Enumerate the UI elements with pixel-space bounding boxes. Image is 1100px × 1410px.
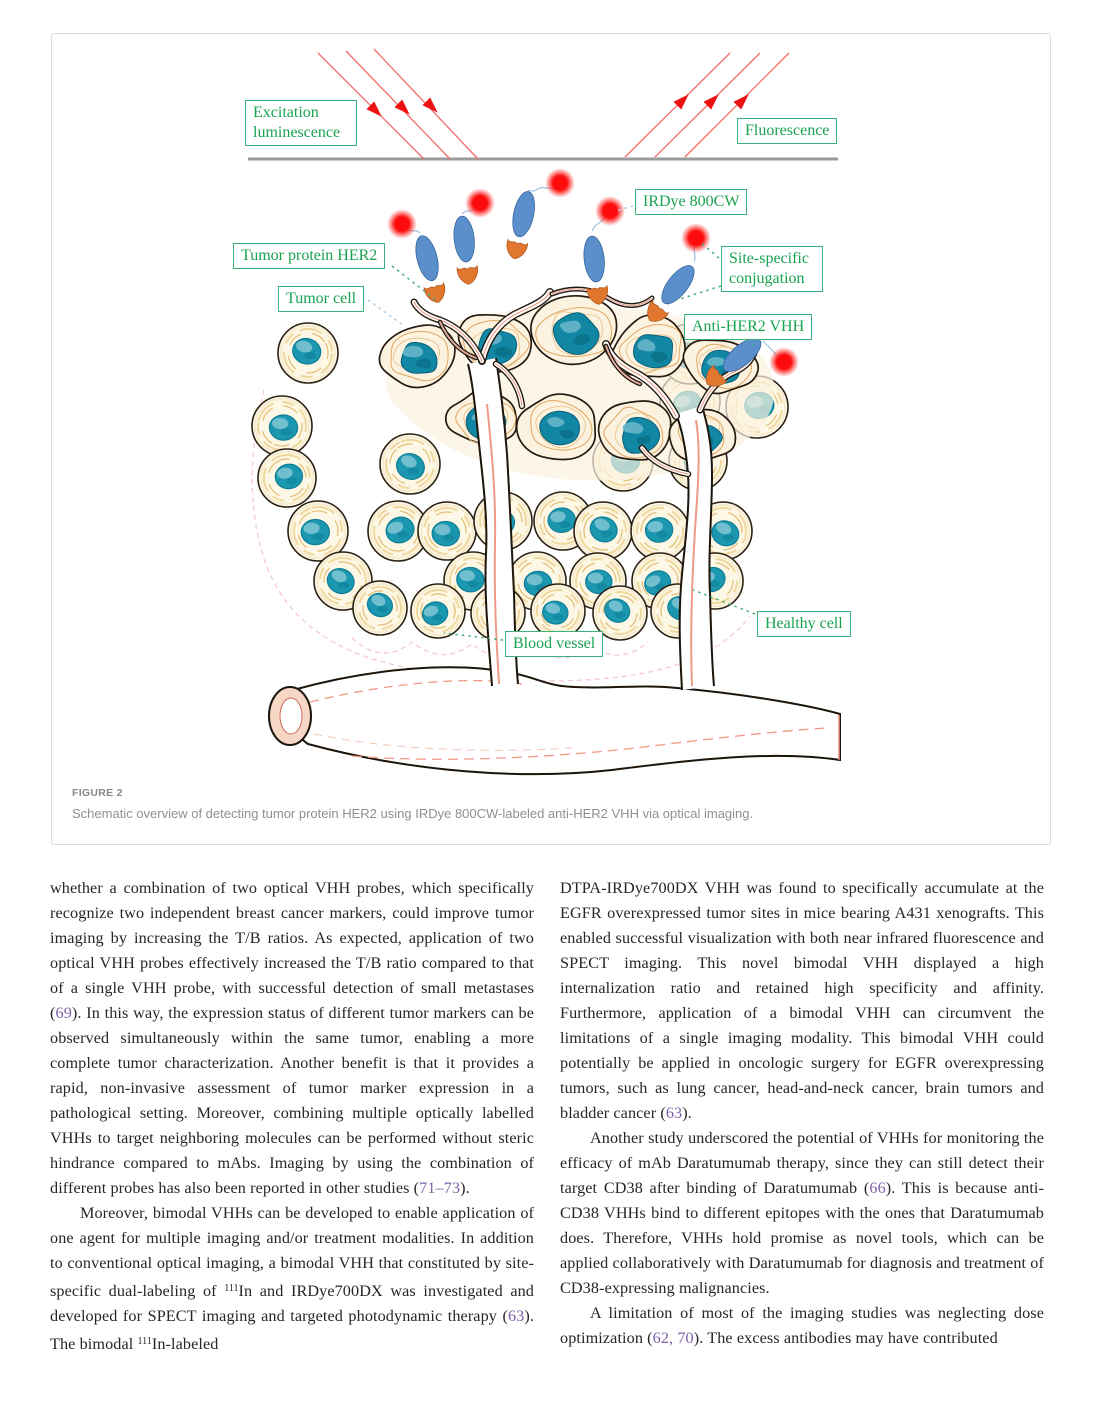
irdye-dot-icon [681,223,711,253]
text-column-left [50,876,534,1357]
healthy-cell-shape [531,584,585,638]
text-segment: ). The bimodal [50,1307,534,1354]
text-segment: A limitation of most of the imaging studies was neglecting dose optimization ( [560,1304,1044,1347]
article-body [50,876,1044,1357]
anti-her2-vhh-probe [412,233,448,304]
text-segment: whether a combination of two optical VHH probes, which specifically recognize two independent breast cancer markers, could improve tumor imaging by increasing the T/B ratios. As expected, application of two optical VHH probes effectively increased the T/B ratio compared to that of a single VHH probe, with successful detection of small metastases ( [50,879,534,1022]
text-segment: ). This is because anti-CD38 VHHs bind to different epitopes with the ones that Daratumumab does. Therefore, VHHs hold promise as novel tools, which can be applied collaboratively with Daratumumab for diagnosis and treatment of CD38-expressing malignancies. [560,1179,1045,1297]
label-site-specific-conjugation: Site-specific conjugation [721,246,823,292]
healthy-cell-shape [257,448,318,509]
label-blood-vessel: Blood vessel [505,631,603,657]
fluorescence-arrowheads [673,90,752,109]
superscript: 111 [224,1283,239,1294]
figure-caption: Schematic overview of detecting tumor protein HER2 using IRDye 800CW-labeled anti-HER2 VHH via optical imaging. [72,806,754,821]
text-segment: In-labeled [151,1335,219,1354]
tumor-cell-shape [599,401,671,460]
figure-panel [51,33,1051,845]
reference-link[interactable]: 66 [869,1179,886,1197]
text-segment: Another study underscored the potential of VHHs for monitoring the efficacy of mAb Daratumumab therapy, since they can still detect their target CD38 after binding of Daratumumab ( [560,1129,1044,1197]
label-tumor-cell: Tumor cell [278,286,364,312]
text-column-right [560,876,1044,1357]
paragraph [560,1126,1044,1301]
text-segment: ). [682,1104,692,1122]
healthy-cell-shape [418,502,476,560]
healthy-cell-shape [379,433,441,495]
label-fluorescence: Fluorescence [737,118,837,144]
irdye-dot-icon [387,209,417,239]
text-segment: ). [460,1179,470,1197]
paragraph [50,1201,534,1357]
text-segment: ). The excess antibodies may have contributed [693,1329,998,1347]
label-tumor-protein-her2: Tumor protein HER2 [233,243,385,269]
figure-number: FIGURE 2 [72,787,123,799]
excitation-arrowheads [366,97,441,120]
label-healthy-cell: Healthy cell [757,611,851,637]
reference-link[interactable]: 62, 70 [652,1329,694,1347]
text-segment: DTPA-IRDye700DX VHH was found to specifically accumulate at the EGFR overexpressed tumor sites in mice bearing A431 xenografts. This enabled successful visualization with both near infrared fluorescence and SPECT imaging. This novel bimodal VHH displayed a high internalization ratio and retained high specificity and affinity. Furthermore, application of a bimodal VHH can circumvent the limitations of a single imaging modality. This bimodal VHH could potentially be applied in oncologic surgery for EGFR overexpressing tumors, such as lung cancer, head-and-neck cancer, brain tumors and bladder cancer ( [560,879,1044,1122]
paragraph [560,1301,1044,1351]
figure-illustration [52,34,1050,779]
superscript: 111 [137,1336,152,1348]
healthy-cell-shape [252,396,312,456]
paragraph [50,876,534,1201]
text-segment: Moreover, bimodal VHHs can be developed to enable application of one agent for multiple imaging and/or treatment modalities. In addition to conventional optical imaging, a bimodal VHH that constituted by site-specific dual-labeling of [50,1204,534,1301]
text-segment: In and IRDye700DX was investigated and developed for SPECT imaging and targeted photodynamic therapy ( [50,1282,534,1326]
irdye-dot-icon [465,188,495,218]
reference-link[interactable]: 63 [665,1104,683,1122]
irdye-dot-icon [545,168,575,198]
reference-link[interactable]: 69 [55,1004,72,1022]
irdye-dot-icon [595,196,625,226]
irdye-dot-icon [769,347,799,377]
reference-link[interactable]: 63 [507,1307,525,1326]
anti-her2-vhh-probe [452,215,479,285]
text-segment: ). In this way, the expression status of different tumor markers can be observed simultaneously within the same tumor, enabling a more complete tumor characterization. Another benefit is that it provides a rapid, non-invasive assessment of tumor marker expression in a pathological setting. Moreover, combining multiple optically labelled VHHs to target neighboring molecules can be performed without steric hindrance compared to mAbs. Imaging by using the combination of different probes has also been reported in other studies ( [50,1004,534,1197]
reference-link[interactable]: 71–73 [419,1179,461,1197]
anti-her2-vhh-probe [504,190,538,261]
healthy-cell-shape [278,323,338,383]
label-irdye-800cw: IRDye 800CW [635,189,747,215]
label-excitation-luminescence: Excitation luminescence [245,100,357,146]
healthy-cell-shape [631,502,689,560]
anti-her2-vhh-probe [582,235,609,305]
label-anti-her2-vhh: Anti-HER2 VHH [684,314,812,340]
paragraph [560,876,1044,1126]
